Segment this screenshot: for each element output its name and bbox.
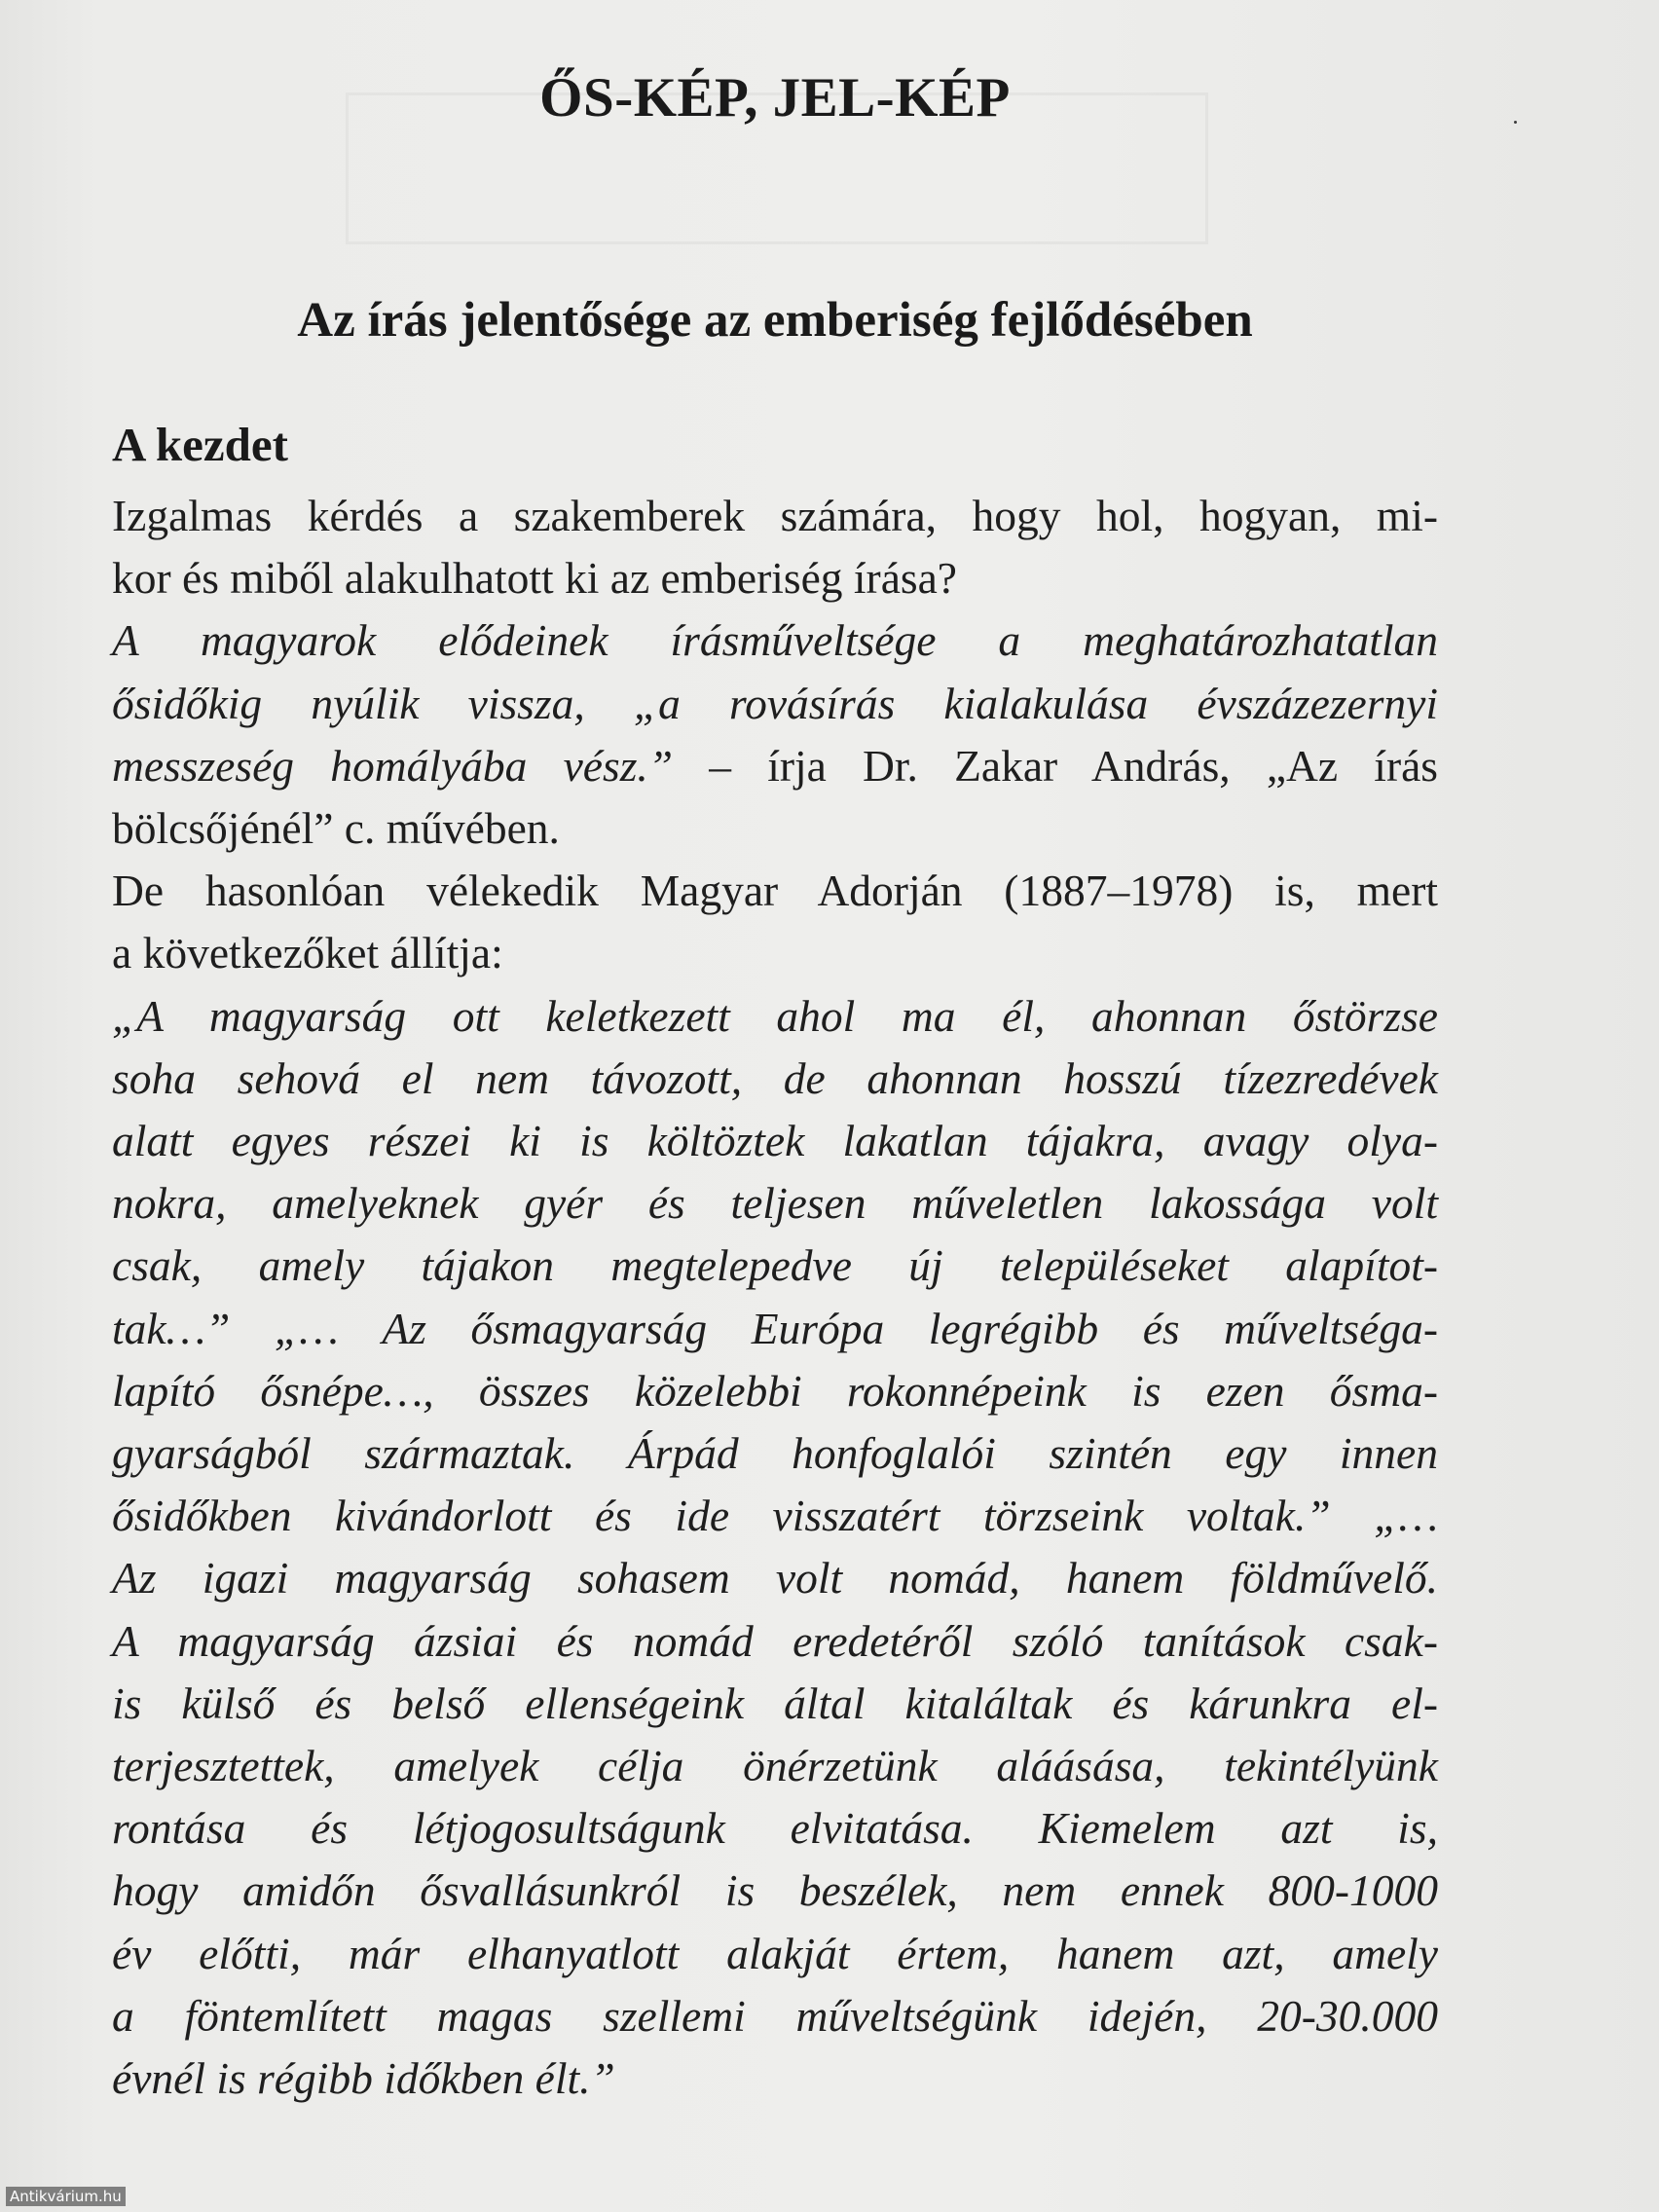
quote-line: ősidőkben kivándorlott és ide visszatért törzseink voltak.” „…: [112, 1491, 1438, 1541]
quote-line: soha sehová el nem távozott, de ahonnan hosszú tízezredévek: [112, 1052, 1438, 1103]
quote-fragment: messzeség homályába vész.”: [112, 740, 674, 791]
quote-line: gyarságból származtak. Árpád honfoglalói szintén egy innen: [112, 1428, 1438, 1479]
quote-line: „A magyarság ott keletkezett ahol ma él, ahonnan őstörzse: [112, 990, 1438, 1041]
quote-line: lapító ősnépe…, összes közelebbi rokonnépeink is ezen ősma-: [112, 1365, 1438, 1416]
paragraph-line: A magyarok elődeinek írásműveltsége a meghatározhatatlan: [112, 615, 1438, 666]
citation-fragment: – írja Dr. Zakar András, „Az írás: [673, 740, 1439, 791]
quote-line: A magyarság ázsiai és nomád eredetéről szóló tanítások csak-: [112, 1615, 1438, 1666]
paragraph-line: a következőket állítja:: [112, 928, 503, 978]
paragraph-line: bölcsőjénél” c. művében.: [112, 803, 560, 854]
quote-line: évnél is régibb időkben élt.”: [112, 2053, 615, 2104]
quote-line: nokra, amelyeknek gyér és teljesen műveletlen lakossága volt: [112, 1178, 1438, 1229]
quote-line: csak, amely tájakon megtelepedve új településeket alapítot-: [112, 1240, 1438, 1291]
paragraph-line: Izgalmas kérdés a szakemberek számára, hogy hol, hogyan, mi-: [112, 491, 1438, 540]
quote-line: hogy amidőn ősvallásunkról is beszélek, nem ennek 800-1000: [112, 1865, 1438, 1916]
paragraph-line: [112, 735, 1438, 797]
paragraph-line: kor és miből alakulhatott ki az emberiség írása?: [112, 553, 957, 604]
watermark: Antikvárium.hu: [6, 2187, 126, 2206]
paragraph-line: ősidőkig nyúlik vissza, „a rovásírás kialakulása évszázezernyi: [112, 678, 1438, 728]
body-text: [112, 485, 1438, 2110]
quote-line: a föntemlített magas szellemi műveltségünk idején, 20-30.000: [112, 1990, 1438, 2041]
chapter-subtitle: Az írás jelentősége az emberiség fejlődésében: [297, 293, 1253, 348]
quote-line: Az igazi magyarság sohasem volt nomád, hanem földművelő.: [112, 1553, 1438, 1604]
paragraph-line: De hasonlóan vélekedik Magyar Adorján (1887–1978) is, mert: [112, 866, 1438, 916]
quote-line: is külső és belső ellenségeink által kitaláltak és kárunkra el-: [112, 1677, 1438, 1728]
quote-line: alatt egyes részei ki is költöztek lakatlan tájakra, avagy olya-: [112, 1116, 1438, 1166]
quote-line: tak…” „… Az ősmagyarság Európa legrégibb és műveltséga-: [112, 1303, 1438, 1353]
section-title: A kezdet: [112, 418, 288, 471]
quote-line: terjesztettek, amelyek célja önérzetünk aláásása, tekintélyünk: [112, 1741, 1438, 1791]
chapter-title: ŐS-KÉP, JEL-KÉP: [539, 67, 1011, 129]
quote-line: év előtti, már elhanyatlott alakját értem, hanem azt, amely: [112, 1928, 1438, 1978]
quote-line: rontása és létjogosultságunk elvitatása. Kiemelem azt is,: [112, 1803, 1438, 1854]
